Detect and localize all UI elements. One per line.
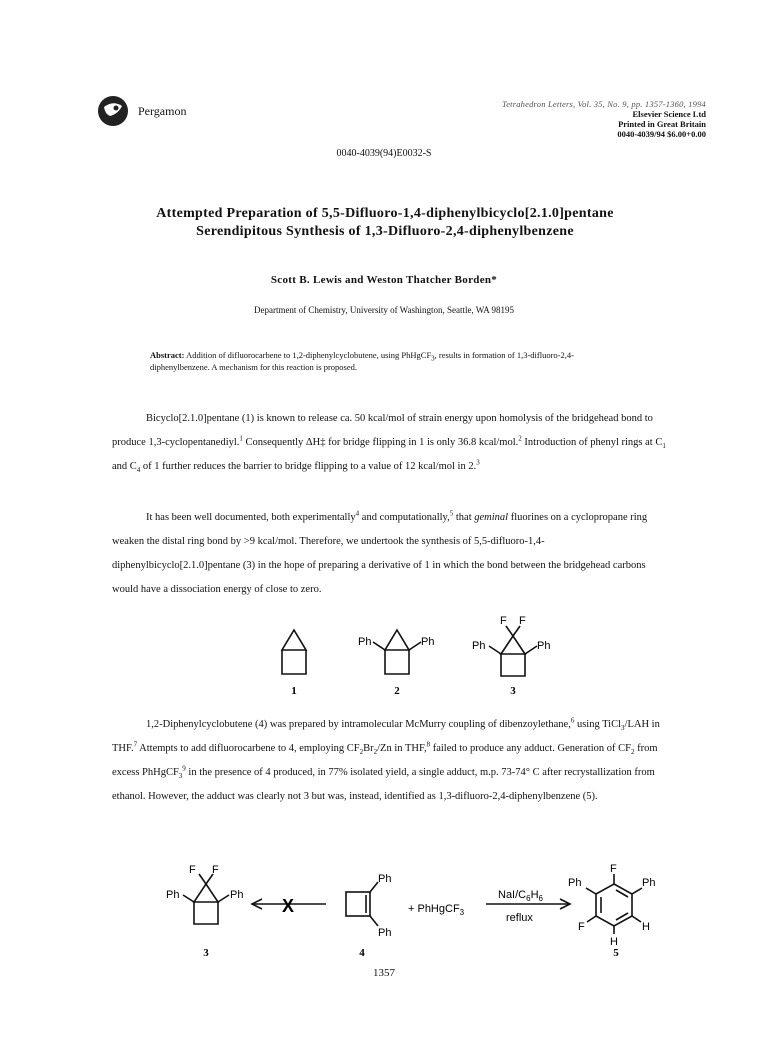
publisher-line: Elsevier Science Ltd [632, 109, 706, 119]
printed-line: Printed in Great Britain [618, 119, 706, 129]
abstract-text-end: , results in formation of 1,3-difluoro-2,4-diphenylbenzene. A mechanism for this reaction is proposed. [150, 350, 574, 372]
scheme-5-f-top: F [610, 863, 617, 875]
title-line-1: Attempted Preparation of 5,5-Difluoro-1,4-diphenylbicyclo[2.1.0]pentane [156, 206, 614, 221]
paragraph-1 [112, 407, 672, 479]
blocked-x-mark: X [282, 896, 295, 916]
scheme-3-cyclobutane [194, 902, 218, 924]
p1-ref-2: 2 [518, 434, 522, 443]
p1-sub-4: 4 [136, 466, 141, 475]
scheme-3-cyclopropane [194, 884, 218, 902]
p3-sub-5: 3 [178, 772, 183, 781]
structures-figure [260, 612, 560, 698]
p2-text-d: fluorines on a cyclopropane ring weaken the distal ring bond by >9 kcal/mol. Therefore, we undertook the synthesis of 5,5-difluoro-1,4-diphenylbicyclo[2.1.0]pentane (3) in the hope of preparing a derivative of 1 in which the bond between the bridgehead carbons would have a dissociation energy of close to zero. [112, 512, 648, 595]
p2-text-c: that [453, 512, 475, 523]
label-2: 2 [394, 685, 400, 697]
p1-text-c: Introduction of phenyl rings at C [521, 437, 663, 448]
page-number: 1357 [373, 967, 395, 979]
struct1-cyclobutane [282, 650, 306, 674]
p3-sub-1: 3 [621, 724, 625, 733]
p3-text-c: /LAH in THF. [112, 719, 660, 754]
p1-ref-1: 1 [239, 434, 243, 443]
scheme-label-5: 5 [613, 947, 619, 959]
scheme-conditions-top: NaI/$C_6H_6$ [498, 889, 543, 903]
p1-text-d: and C [112, 461, 137, 472]
struct2-ph-left: Ph [358, 636, 372, 648]
affiliation: Department of Chemistry, University of Washington, Seattle, WA 98195 [253, 305, 515, 315]
scheme-3-ph-right: Ph [230, 889, 244, 901]
p2-text-a: It has been well documented, both experimentally [146, 512, 356, 523]
p1-ref-3: 3 [476, 458, 480, 467]
scheme-3-f-right: F [212, 864, 219, 876]
p3-ref-8: 8 [426, 740, 431, 749]
p3-text-i: in the presence of 4 produced, in 77% isolated yield, a single adduct, m.p. 73-74° C after recrystallization from ethanol. However, the adduct was clearly not 3 but was, instead, identified as 1,3-difluoro-2,4-diphenylbenzene (5). [112, 767, 655, 802]
p3-text-h: from excess PhHgCF [112, 743, 658, 778]
struct3-cyclobutane [501, 654, 525, 676]
scheme-5-ph-right: Ph [642, 877, 656, 889]
struct2-cyclobutane [385, 650, 409, 674]
doi-code: 0040-4039(94)E0032-S [336, 148, 432, 159]
scheme-3-ph-left: Ph [166, 889, 180, 901]
p3-text-d: Attempts to add difluorocarbene to 4, employing CF [137, 743, 360, 754]
p3-text-g: failed to produce any adduct. Generation of CF [430, 743, 631, 754]
struct3-f-right: F [519, 615, 526, 627]
abstract-label: Abstract: [150, 350, 185, 360]
price-line: 0040-4039/94 $6.00+0.00 [617, 129, 706, 139]
p3-ref-6: 6 [570, 716, 575, 725]
label-3: 3 [510, 685, 516, 697]
struct3-f-left: F [500, 615, 507, 627]
p3-ref-7: 7 [133, 740, 138, 749]
scheme-3-f-left: F [189, 864, 196, 876]
struct3-ph-left: Ph [472, 640, 486, 652]
abstract-text: Addition of difluorocarbene to 1,2-diphenylcyclobutene, using PhHgCF [184, 350, 432, 360]
p3-ref-9: 9 [182, 764, 186, 773]
struct1-cyclopropane [282, 630, 306, 650]
scheme-label-4: 4 [359, 947, 365, 959]
publisher-name: Pergamon [138, 104, 187, 118]
scheme-5-h-right: H [642, 921, 650, 933]
p3-sub-3: 2 [373, 748, 378, 757]
p3-text-b: using TiCl [574, 719, 622, 730]
scheme-reagent: + PhHgCF$_3$ [408, 903, 465, 917]
p1-text-e: of 1 further reduces the barrier to bridge flipping to a value of 12 kcal/mol in 2. [140, 461, 477, 472]
p3-sub-2: 2 [359, 748, 364, 757]
p2-text-b: and computationally, [359, 512, 450, 523]
authors: Scott B. Lewis and Weston Thatcher Borden* [270, 274, 498, 286]
p3-sub-4: 2 [630, 748, 635, 757]
struct3-cyclopropane [501, 636, 525, 654]
paper-title [60, 205, 710, 241]
title-line-2: Serendipitous Synthesis of 1,3-Difluoro-2,4-diphenylbenzene [196, 224, 574, 239]
scheme-conditions-bottom: reflux [506, 912, 533, 924]
scheme-label-3: 3 [203, 947, 209, 959]
journal-info [366, 99, 706, 139]
scheme-4-ph-bottom: Ph [378, 927, 392, 939]
p2-ref-5: 5 [449, 509, 454, 518]
journal-citation: Tetrahedron Letters, Vol. 35, No. 9, pp. 1357-1360, 1994 [502, 99, 706, 109]
label-1: 1 [291, 685, 297, 697]
p3-text-a: 1,2-Diphenylcyclobutene (4) was prepared by intramolecular McMurry coupling of dibenzoylethane, [146, 719, 571, 730]
p2-ref-4: 4 [355, 509, 360, 518]
struct2-ph-right: Ph [421, 636, 435, 648]
p3-text-e: Br [363, 743, 374, 754]
p1-sub-1: 1 [662, 442, 666, 451]
paragraph-3 [112, 713, 672, 809]
struct2-cyclopropane [385, 630, 409, 650]
p1-text-a: Bicyclo[2.1.0]pentane (1) is known to release ca. 50 kcal/mol of strain energy upon homolysis of the bridgehead bond to produce 1,3-cyclopentanediyl. [112, 413, 653, 448]
pergamon-logo [96, 94, 130, 128]
paragraph-2 [112, 506, 672, 602]
struct3-ph-right: Ph [537, 640, 551, 652]
scheme-5-h-bottom: H [610, 936, 618, 948]
scheme-5-ph-left: Ph [568, 877, 582, 889]
scheme-4-ph-top: Ph [378, 873, 392, 885]
p1-text-b: Consequently ΔH‡ for bridge flipping in 1 is only 36.8 kcal/mol. [242, 437, 519, 448]
abstract-sub: 3 [431, 354, 435, 363]
p3-text-f: /Zn in THF, [377, 743, 427, 754]
scheme-5-f-bottom: F [578, 921, 585, 933]
p2-emphasis: geminal [474, 512, 509, 523]
abstract [150, 349, 620, 373]
reaction-scheme [166, 862, 696, 962]
